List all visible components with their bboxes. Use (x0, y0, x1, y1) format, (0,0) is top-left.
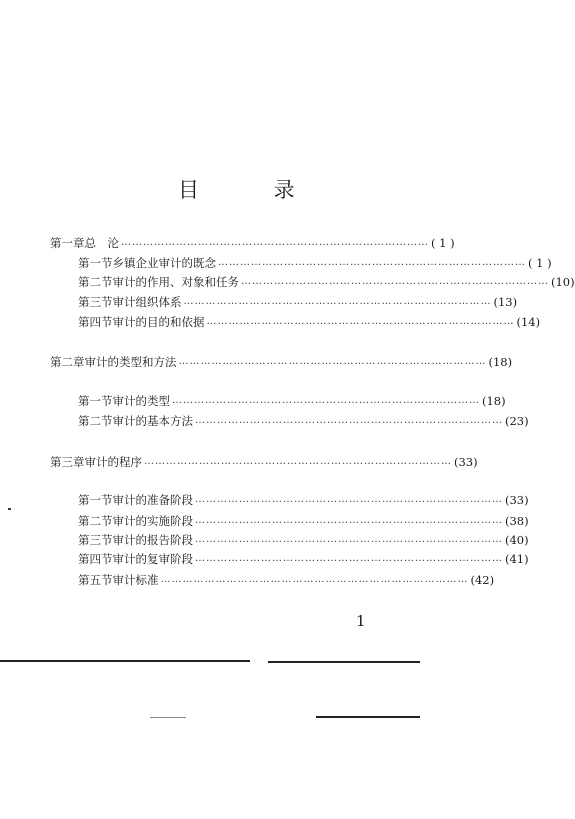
toc-entry-section[interactable] (78, 532, 529, 548)
page-number: 1 (356, 612, 366, 630)
toc-chapter-number: 第二章 (50, 355, 85, 369)
toc-entry-title: 总 沦 (84, 236, 119, 250)
toc-page: (38) (505, 514, 529, 528)
toc-leader: ………………………………………………………………………… (195, 515, 503, 526)
toc-leader: ………………………………………………………………………… (195, 415, 503, 426)
toc-leader: ………………………………………………………………………… (160, 574, 469, 585)
toc-entry-section[interactable] (78, 513, 529, 529)
toc-section-number: 第四节 (78, 552, 113, 566)
toc-section-number: 第一节 (78, 394, 113, 408)
scan-rule (268, 661, 420, 663)
toc-entry-title: 审计组织体系 (112, 295, 182, 309)
toc-chapter-number: 第三章 (50, 455, 85, 469)
scan-rule (150, 717, 186, 718)
page-title: 目 录 (178, 178, 329, 202)
toc-entry-section[interactable] (78, 314, 541, 330)
toc-entry-section[interactable] (78, 274, 575, 290)
toc-entry-title: 审计的准备阶段 (112, 493, 193, 507)
toc-entry-title: 乡镇企业审计的既念 (112, 256, 216, 270)
toc-section-number: 第二节 (78, 414, 113, 428)
toc-leader: ………………………………………………………………………… (218, 257, 526, 268)
toc-leader: ………………………………………………………………………… (206, 316, 515, 327)
toc-entry-section[interactable] (78, 492, 529, 508)
toc-page: (42) (470, 573, 495, 587)
toc-page: (18) (482, 394, 506, 408)
toc-entry-chapter-2[interactable] (50, 354, 513, 370)
toc-page: (33) (505, 493, 529, 507)
toc-entry-chapter-3[interactable] (50, 454, 478, 470)
toc-entry-title: 审计的基本方法 (112, 414, 193, 428)
toc-section-number: 第三节 (78, 295, 113, 309)
toc-page: (10) (551, 275, 575, 289)
toc-leader: ………………………………………………………………………… (195, 494, 503, 505)
toc-page: (33) (454, 455, 478, 469)
toc-entry-section[interactable] (78, 393, 506, 409)
toc-leader: ………………………………………………………………………… (178, 356, 487, 367)
toc-leader: ………………………………………………………………………… (144, 456, 452, 467)
toc-leader: ………………………………………………………………………… (241, 276, 549, 287)
toc-page: ( 1 ) (528, 256, 552, 270)
toc-leader: ………………………………………………………………………… (183, 296, 492, 307)
toc-page: (40) (505, 533, 529, 547)
toc-entry-section[interactable] (78, 255, 552, 271)
toc-page: (18) (488, 355, 513, 369)
toc-entry-title: 审计的作用、对象和任务 (112, 275, 239, 289)
toc-entry-section[interactable] (78, 572, 495, 588)
scan-rule (316, 716, 420, 718)
toc-page: (13) (493, 295, 518, 309)
toc-entry-chapter-1[interactable] (50, 235, 455, 251)
toc-leader: ………………………………………………………………………… (172, 395, 480, 406)
toc-section-number: 第二节 (78, 514, 113, 528)
toc-entry-title: 审计的程序 (84, 455, 142, 469)
toc-section-number: 第三节 (78, 533, 113, 547)
toc-entry-title: 审计的目的和依据 (112, 315, 205, 329)
toc-page: (23) (505, 414, 529, 428)
toc-entry-section[interactable] (78, 294, 518, 310)
toc-entry-section[interactable] (78, 413, 529, 429)
toc-section-number: 第一节 (78, 493, 113, 507)
toc-page: ( 1 ) (431, 236, 455, 250)
toc-entry-section[interactable] (78, 551, 529, 567)
scan-speck (8, 508, 11, 510)
toc-entry-title: 审计的复审阶段 (112, 552, 193, 566)
toc-entry-title: 审计的实施阶段 (112, 514, 193, 528)
toc-chapter-number: 第一章 (50, 236, 85, 250)
toc-entry-title: 审计的类型 (112, 394, 170, 408)
toc-entry-title: 审计标准 (112, 573, 159, 587)
toc-page: (14) (516, 315, 541, 329)
toc-entry-title: 审计的报告阶段 (112, 533, 193, 547)
toc-section-number: 第五节 (78, 573, 113, 587)
toc-leader: ………………………………………………………………………… (195, 553, 503, 564)
toc-section-number: 第一节 (78, 256, 113, 270)
toc-leader: ………………………………………………………………………… (195, 534, 503, 545)
scan-rule (0, 660, 250, 662)
toc-entry-title: 审计的类型和方法 (84, 355, 177, 369)
toc-leader: ………………………………………………………………………… (121, 237, 429, 248)
toc-section-number: 第二节 (78, 275, 113, 289)
toc-section-number: 第四节 (78, 315, 113, 329)
toc-page: (41) (505, 552, 529, 566)
